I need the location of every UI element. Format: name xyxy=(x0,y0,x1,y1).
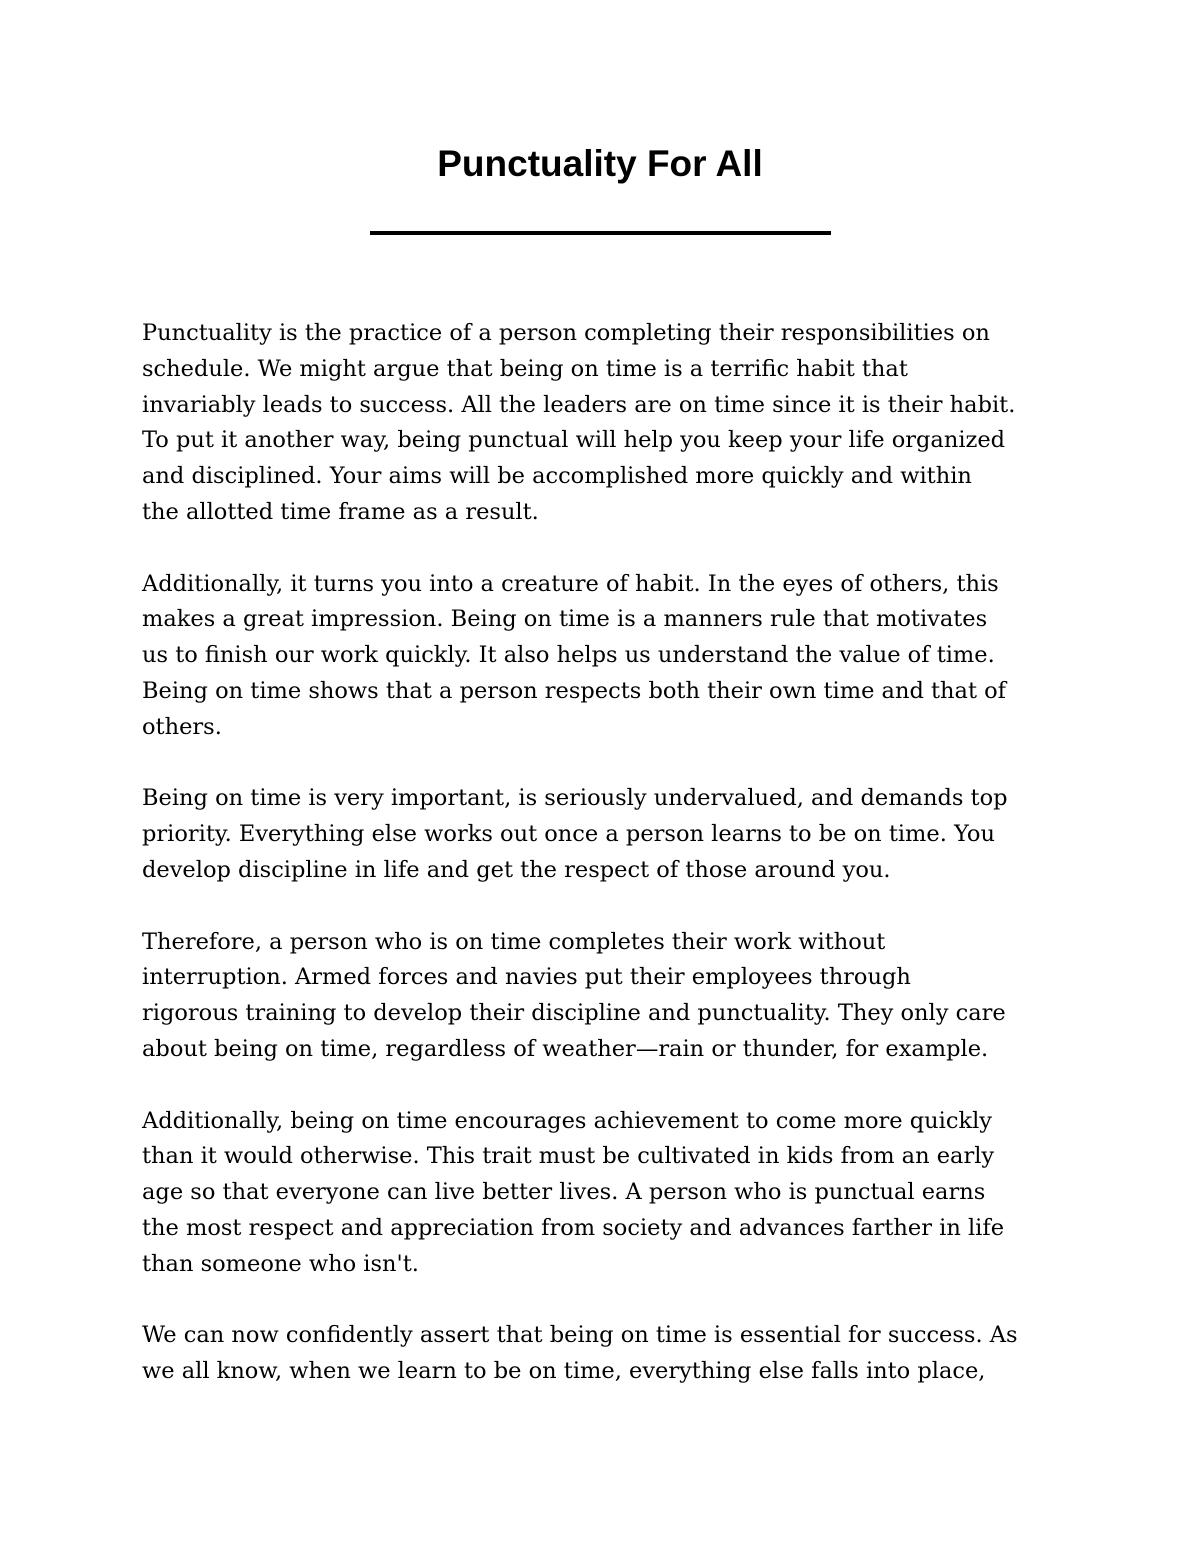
text-line: invariably leads to success. All the leaders are on time since it is their habit. xyxy=(142,391,1016,418)
document-body xyxy=(142,316,1072,1426)
paragraph-2 xyxy=(142,567,1072,746)
document-title: Punctuality For All xyxy=(437,143,763,184)
text-line: Punctuality is the practice of a person completing their responsibilities on xyxy=(142,320,990,346)
text-line: To put it another way, being punctual will help you keep your life organized xyxy=(142,427,1006,454)
text-line: makes a great impression. Being on time is a manners rule that motivates xyxy=(142,606,988,633)
title-underline-rule xyxy=(370,231,831,235)
text-line: us to finish our work quickly. It also helps us understand the value of time. xyxy=(142,642,995,669)
text-line: Additionally, it turns you into a creature of habit. In the eyes of others, this xyxy=(142,570,999,597)
paragraph-6 xyxy=(142,1318,1072,1390)
text-line: priority. Everything else works out once a person learns to be on time. You xyxy=(142,821,995,848)
text-line: Additionally, being on time encourages achievement to come more quickly xyxy=(142,1107,992,1134)
text-line: Being on time shows that a person respects both their own time and that of xyxy=(142,677,1007,704)
paragraph-3 xyxy=(142,781,1072,888)
text-line: others. xyxy=(142,713,222,740)
text-line: We can now confidently assert that being on time is essential for success. As xyxy=(142,1322,1018,1349)
paragraph-5 xyxy=(142,1104,1072,1283)
text-line: schedule. We might argue that being on time is a terrific habit that xyxy=(142,355,908,382)
text-line: develop discipline in life and get the respect of those around you. xyxy=(142,856,891,883)
text-line: interruption. Armed forces and navies put their employees through xyxy=(142,964,911,991)
text-line: Being on time is very important, is seriously undervalued, and demands top xyxy=(142,785,1008,812)
text-line: the most respect and appreciation from society and advances farther in life xyxy=(142,1214,1005,1241)
text-line: the allotted time frame as a result. xyxy=(142,498,539,525)
text-line: we all know, when we learn to be on time, everything else falls into place, xyxy=(142,1358,986,1385)
text-line: than someone who isn't. xyxy=(142,1250,419,1277)
paragraph-4 xyxy=(142,925,1072,1068)
paragraph-1 xyxy=(142,316,1072,531)
text-line: age so that everyone can live better lives. A person who is punctual earns xyxy=(142,1179,986,1206)
text-line: than it would otherwise. This trait must be cultivated in kids from an early xyxy=(142,1143,995,1170)
text-line: and disciplined. Your aims will be accomplished more quickly and within xyxy=(142,463,972,490)
text-line: rigorous training to develop their discipline and punctuality. They only care xyxy=(142,1000,1006,1027)
text-line: Therefore, a person who is on time completes their work without xyxy=(142,928,886,955)
text-line: about being on time, regardless of weather—rain or thunder, for example. xyxy=(142,1035,989,1062)
